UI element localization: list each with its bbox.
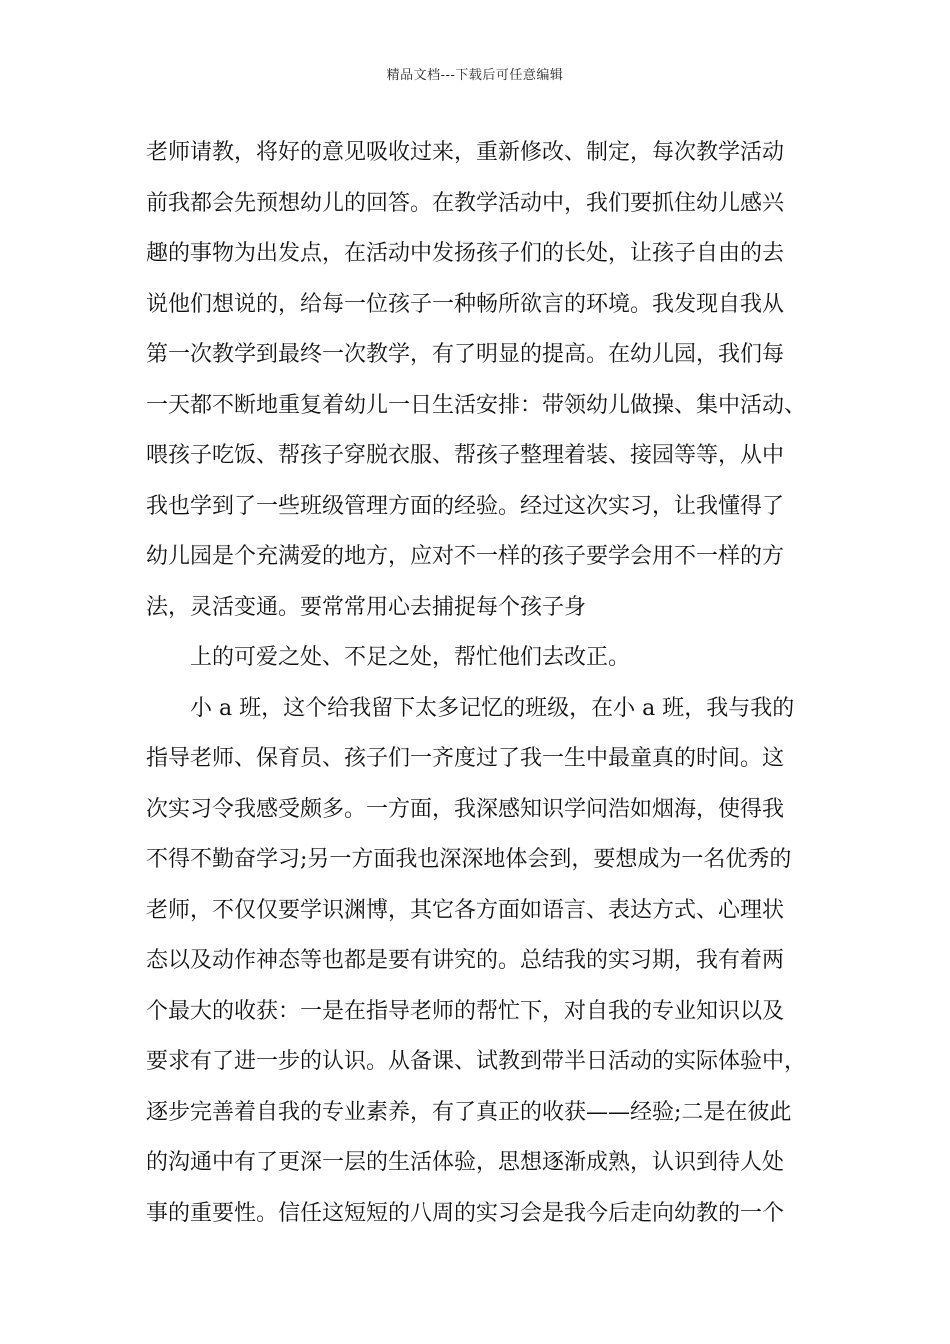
text-line-22: 事的重要性。信任这短短的八周的实习会是我今后走向幼教的一个 (146, 1200, 785, 1226)
text-line-16: 老师，不仅仅要学识渊博，其它各方面如语言、表达方式、心理状 (146, 897, 785, 923)
text-line-12: 小 a 班，这个给我留下太多记忆的班级，在小 a 班，我与我的 (190, 695, 795, 721)
text-line-19: 要求有了进一步的认识。从备课、试教到带半日活动的实际体验中， (146, 1049, 807, 1074)
text-line-1: 老师请教，将好的意见吸收过来，重新修改、制定，每次教学活动 (146, 140, 785, 165)
document-body (146, 128, 806, 1239)
text-line-21: 的沟通中有了更深一层的生活体验，思想逐渐成熟，认识到待人处 (146, 1150, 785, 1175)
text-line-2: 前我都会先预想幼儿的回答。在教学活动中，我们要抓住幼儿感兴 (146, 190, 785, 216)
text-line-7: 喂孩子吃饭、帮孩子穿脱衣服、帮孩子整理着装、接园等等，从中 (146, 443, 785, 468)
text-line-11: 上的可爱之处、不足之处，帮忙他们去改正。 (190, 645, 631, 670)
text-line-10: 法，灵活变通。要常常用心去捕捉每个孩子身 (146, 594, 587, 620)
text-line-3: 趣的事物为出发点，在活动中发扬孩子们的长处，让孩子自由的去 (146, 241, 785, 266)
text-line-4: 说他们想说的，给每一位孩子一种畅所欲言的环境。我发现自我从 (146, 291, 785, 317)
text-line-18: 个最大的收获：一是在指导老师的帮忙下，对自我的专业知识以及 (146, 998, 785, 1024)
text-line-14: 次实习令我感受颇多。一方面，我深感知识学问浩如烟海，使得我 (146, 796, 785, 822)
text-line-5: 第一次教学到最终一次教学，有了明显的提高。在幼儿园，我们每 (146, 342, 785, 367)
text-line-8: 我也学到了一些班级管理方面的经验。经过这次实习，让我懂得了 (146, 493, 785, 519)
text-line-6: 一天都不断地重复着幼儿一日生活安排：带领幼儿做操、集中活动、 (146, 392, 807, 418)
page-header: 精品文档---下载后可任意编辑 (386, 68, 564, 83)
text-line-13: 指导老师、保育员、孩子们一齐度过了我一生中最童真的时间。这 (146, 746, 785, 771)
text-line-20: 逐步完善着自我的专业素养，有了真正的收获——经验;二是在彼此 (146, 1099, 792, 1125)
text-line-15: 不得不勤奋学习;另一方面我也深深地体会到，要想成为一名优秀的 (146, 847, 792, 872)
text-line-9: 幼儿园是个充满爱的地方，应对不一样的孩子要学会用不一样的方 (146, 544, 785, 569)
text-line-17: 态以及动作神态等也都是要有讲究的。总结我的实习期，我有着两 (146, 948, 785, 973)
